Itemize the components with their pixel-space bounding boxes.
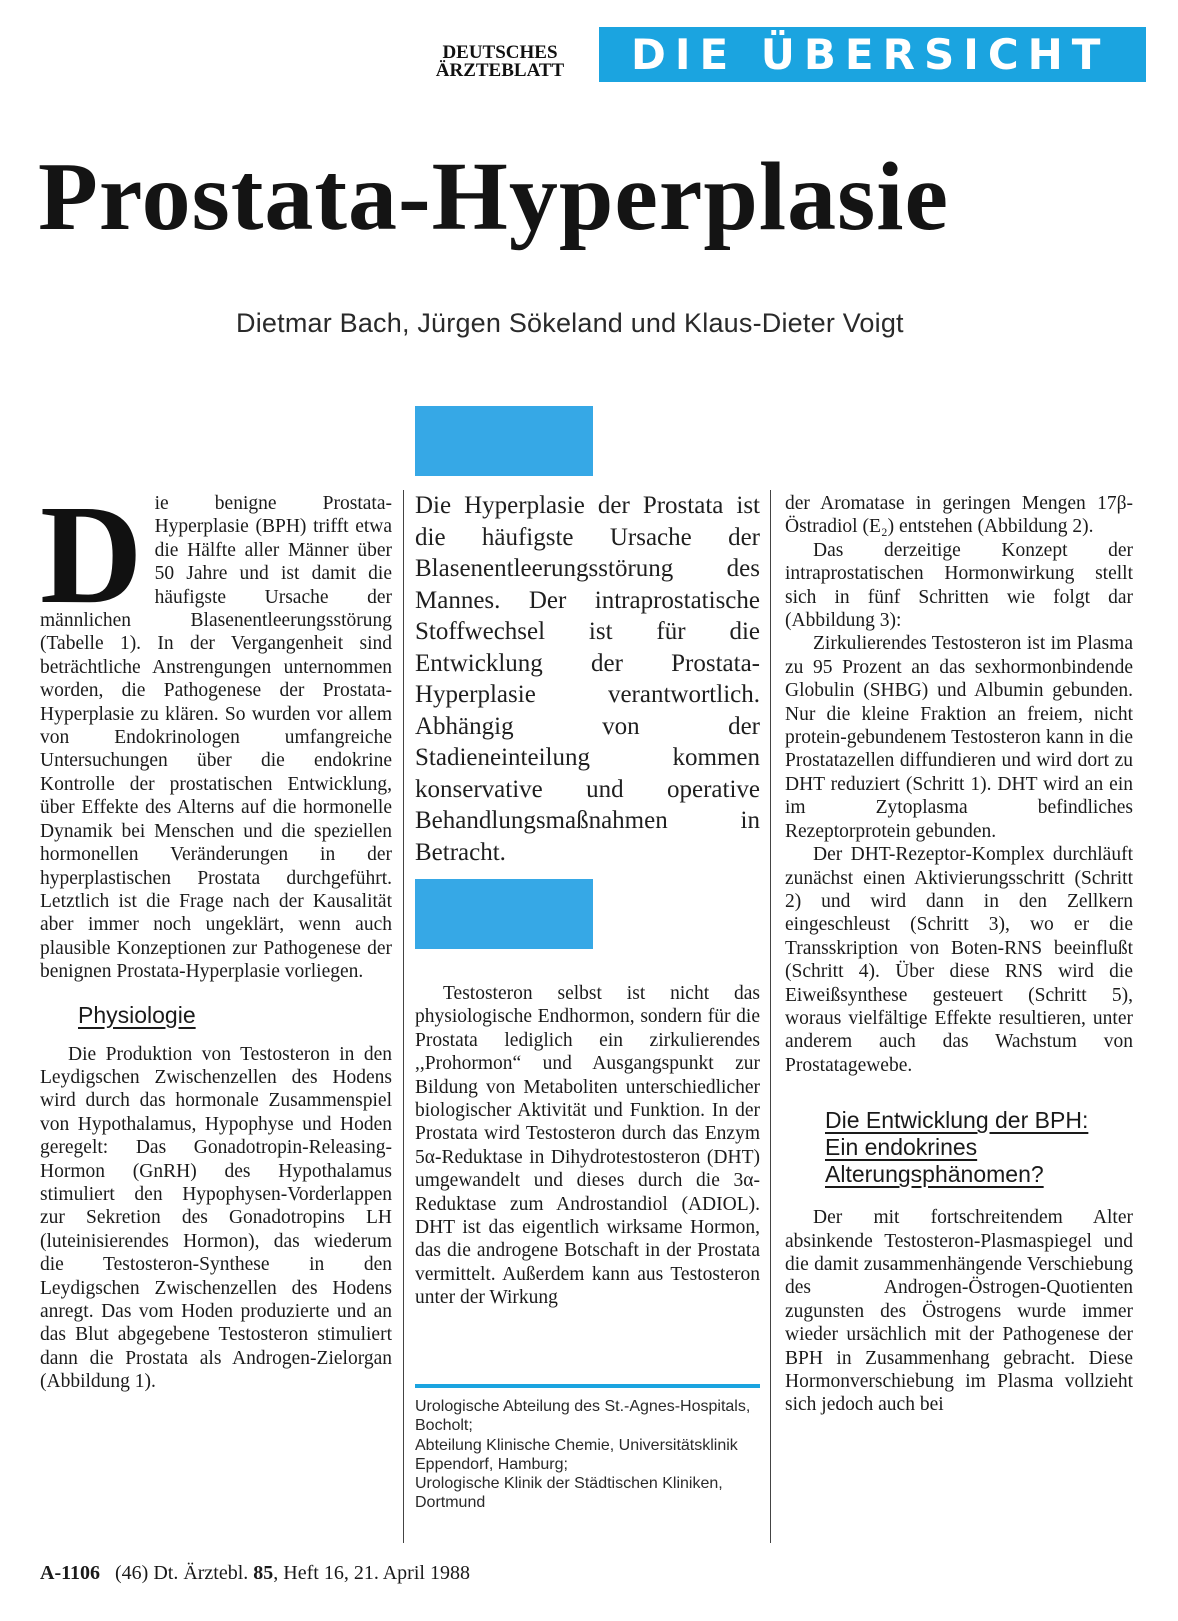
drop-cap: D bbox=[40, 475, 143, 633]
page-number: A-1106 bbox=[40, 1562, 100, 1584]
article-title: Prostata-Hyperplasie bbox=[38, 143, 949, 251]
heading-physiologie: Physiologie bbox=[78, 1001, 196, 1028]
blue-decor-box-middle bbox=[415, 879, 593, 949]
column-1 bbox=[40, 475, 392, 1394]
affiliation-line: Abteilung Klinische Chemie, Universitätsklinik bbox=[415, 1436, 738, 1454]
journal-brand bbox=[415, 44, 585, 80]
article-authors: Dietmar Bach, Jürgen Sökeland und Klaus-Dieter Voigt bbox=[236, 308, 904, 338]
page-footer bbox=[40, 1562, 470, 1585]
affiliation-line: Eppendorf, Hamburg; bbox=[415, 1455, 568, 1473]
brand-line-1: DEUTSCHES bbox=[442, 42, 558, 63]
heading-line: Ein endokrines bbox=[825, 1134, 978, 1161]
heading-line: Die Entwicklung der BPH: bbox=[825, 1107, 1089, 1134]
column-rule-left bbox=[403, 490, 404, 1543]
intro-paragraph: ie benigne Prostata-Hyperplasie (BPH) trifft etwa die Hälfte aller Männer über 50 Jahre und ist damit die häufigste Ursache der männlichen Blasenentleerungsstörung (Tabelle 1). In der Vergangenheit sind beträchtliche Anstrengungen unternommen worden, die Pathogenese der Prostata-Hyperplasie zu klären. So wurden vor allem von Endokrinologen umfangreiche Untersuchungen über die endokrine Kontrolle der prostatischen Entwicklung, über Effekte des Alterns auf die hormonelle Dynamik bei Menschen und die speziellen hormonellen Veränderungen in der hyperplastischen Prostata durchgeführt. Letztlich ist die Frage nach der Kausalität aber immer noch ungeklärt, wenn auch plausible Konzeptionen zur Pathogenese der benignen Prostata-Hyperplasie vorliegen. bbox=[40, 493, 392, 983]
affiliation-line: Urologische Klinik der Städtischen Kliniken, Dortmund bbox=[415, 1475, 723, 1512]
physiologie-paragraph: Die Produktion von Testosteron in den Leydigschen Zwischenzellen des Hodens wird durch das hormonale Zusammenspiel von Hypothalamus, Hypophyse und Hoden geregelt: Das Gonadotropin-Releasing-Hormon (GnRH) des Hypothalamus stimuliert den Hypophysen-Vorderlappen zur Sekretion des Gonadotropins LH (luteinisierendes Hormon), das wiederum die Testosteron-Synthese in den Leydigschen Zwischenzellen des Hodens anregt. Das vom Hoden produzierte und an das Blut abgegebene Testosteron stimuliert dann die Prostata als Androgen-Zielorgan (Abbildung 1). bbox=[40, 1043, 392, 1393]
footer-issue: , Heft 16, 21. April 1988 bbox=[273, 1562, 470, 1584]
col3-paragraph-1: der Aromatase in geringen Mengen 17β-Östradiol (E₂) entstehen (Abbildung 2). bbox=[785, 493, 1133, 538]
col3-paragraph-3: Zirkulierendes Testosteron ist im Plasma zu 95 Prozent an das sexhormonbindende Globulin (SHBG) und Albumin gebunden. Nur die kleine Fraktion an freiem, nicht protein-gebundenem Testosteron kann in die Prostatazellen diffundieren und wird dort zu DHT reduziert (Schritt 1). DHT wird an ein im Zytoplasma befindliches Rezeptorprotein gebunden. bbox=[785, 633, 1133, 842]
brand-line-2: ÄRZTEBLATT bbox=[435, 60, 565, 81]
heading-line: Alterungsphänomen? bbox=[825, 1161, 1044, 1188]
footer-volume: 85 bbox=[253, 1562, 274, 1584]
testosteron-paragraph: Testosteron selbst ist nicht das physiologische Endhormon, sondern für die Prostata lediglich ein zirkulierendes ,,Prohormon“ und Ausgangspunkt zur Bildung von Metaboliten unterschiedlicher biologischer Aktivität und Funktion. In der Prostata wird Testosteron durch das Enzym 5α-Reduktase in Dihydrotestosteron (DHT) umgewandelt und dieses durch die 3α-Reduktase zum Androstandiol (ADIOL). DHT ist das eigentlich wirksame Hormon, das die androgene Botschaft in der Prostata vermittelt. Außerdem kann aus Testosteron unter der Wirkung bbox=[415, 983, 760, 1309]
heading-bph-entwicklung bbox=[825, 1107, 1133, 1188]
col3-paragraph-5: Der mit fortschreitendem Alter absinkende Testosteron-Plasmaspiegel und die damit zusammenhängende Verschiebung des Androgen-Östrogen-Quotienten zugunsten des Östrogens wurde immer wieder ursächlich mit der Pathogenese der BPH in Zusammenhang gebracht. Diese Hormonverschiebung im Plasma vollzieht sich jedoch auch bei bbox=[785, 1207, 1133, 1416]
col3-paragraph-2: Das derzeitige Konzept der intraprostatischen Hormonwirkung stellt sich in fünf Schritten wie folgt dar (Abbildung 3): bbox=[785, 539, 1133, 632]
abstract: Die Hyperplasie der Prostata ist die häufigste Ursache der Blasenentleerungsstörung des Mannes. Der intraprostatische Stoffwechsel ist für die Entwicklung der Prostata-Hyperplasie verantwortlich. Abhängig von der Stadieneinteilung kommen konservative und operative Behandlungsmaßnahmen in Betracht. bbox=[415, 492, 760, 866]
affiliations bbox=[415, 1397, 760, 1513]
col3-paragraph-4: Der DHT-Rezeptor-Komplex durchläuft zunächst einen Aktivierungsschritt (Schritt 2) und wird dann in den Zellkern eingeschleust (Schritt 3), wo er die Transskription von Boten-RNS beeinflußt (Schritt 4). Über diese RNS wird die Eiweißsynthese gesteuert (Schritt 5), woraus vielfältige Effekte resultieren, unter anderem auch das Wachstum von Prostatagewebe. bbox=[785, 844, 1133, 1076]
column-2 bbox=[415, 982, 760, 1310]
column-rule-right bbox=[770, 490, 771, 1543]
affiliation-line: Urologische Abteilung des St.-Agnes-Hospitals, Bocholt; bbox=[415, 1398, 751, 1435]
affiliation-rule bbox=[415, 1384, 760, 1388]
footer-citation: (46) Dt. Ärztebl. bbox=[115, 1562, 249, 1584]
column-3 bbox=[785, 492, 1133, 1417]
blue-decor-box-top bbox=[415, 406, 593, 476]
section-banner: DIE ÜBERSICHT bbox=[599, 27, 1146, 82]
